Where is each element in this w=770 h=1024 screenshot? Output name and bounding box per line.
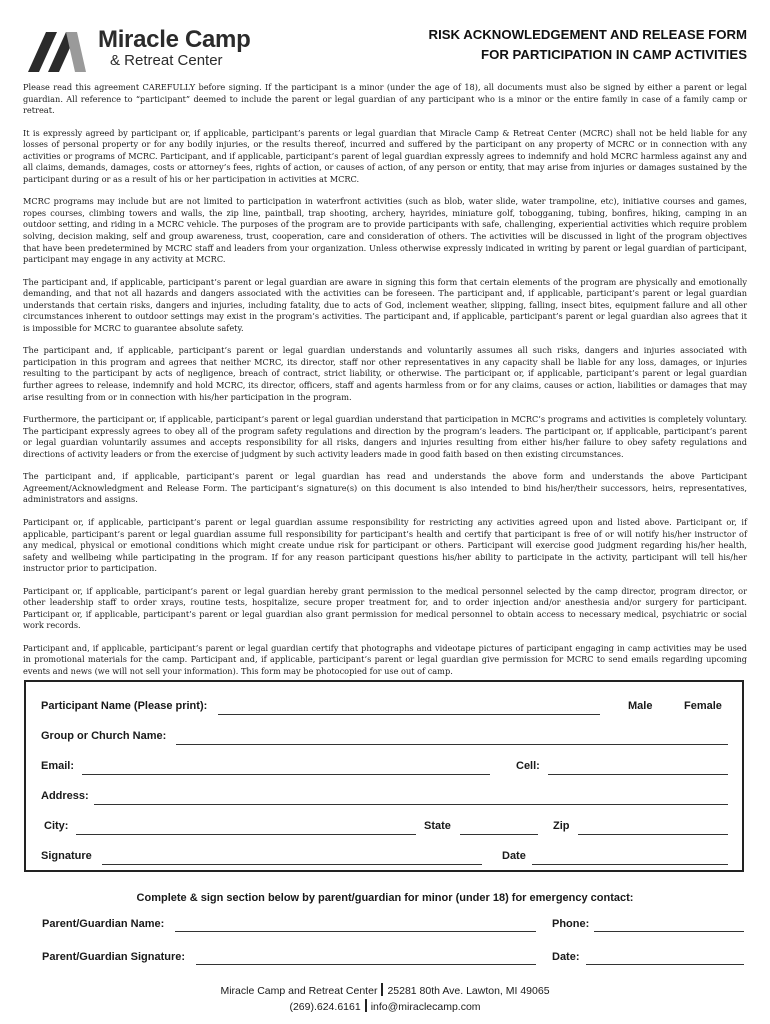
date-label: Date bbox=[502, 850, 526, 862]
paragraph: The participant and, if applicable, participant’s parent or legal guardian has read and understands the above form and understands the above Participant Agreement/Acknowledgment and Release Form. The participant’s signature(s) on this document is also intended to bind his/her/their successors, heirs, representatives, administrators and assigns. bbox=[23, 471, 747, 505]
city-label: City: bbox=[44, 820, 69, 832]
footer-divider bbox=[365, 999, 367, 1012]
paragraph: Participant and, if applicable, participant’s parent or legal guardian certify that photographs and videotape pictures of participant engaging in camp activities may be used in promotional materials for the camp. Participant and, if applicable, participant’s parent or legal guardian give permission for MCRC to send emails regarding upcoming events and news (we will not sell your information). This form may be photocopied for use out of camp. bbox=[23, 642, 747, 676]
paragraph: Participant or, if applicable, participant’s parent or legal guardian assume responsibility for restricting any activities agreed upon and listed above. Participant or, if applicable, participant’s parent or legal guardian assume full responsibility for participant’s health and certify that participant is free of or will notify his/her instructor of any medical, physical or emotional conditions which might create undue risk for participant or others. Participant will exercise good judgment regarding his/her health, safety and wellbeing while participating in the program. If for any reason participant questions his/her ability to participate in the activity, participant will tell his/her instructor prior to participation. bbox=[23, 516, 747, 574]
address-field[interactable] bbox=[94, 804, 728, 805]
zip-field[interactable] bbox=[578, 834, 728, 835]
signature-label: Signature bbox=[41, 850, 92, 862]
male-option[interactable]: Male bbox=[628, 700, 653, 712]
email-field[interactable] bbox=[82, 774, 490, 775]
group-name-field[interactable] bbox=[176, 744, 728, 745]
miracle-camp-logo bbox=[28, 26, 253, 74]
footer bbox=[0, 983, 770, 1015]
paragraph: Furthermore, the participant or, if applicable, participant’s parent or legal guardian understand that participation in MCRC’s programs and activities is completely voluntary. The participant expressly agrees to obey all of the program safety regulations and direction by the program’s leaders. The participant or, if applicable, participant’s parent or legal guardian voluntarily assumes and accepts responsibility for all risks, dangers and injuries resulting from either his/her failure to obey safety regulations and directions of activity leaders or from the exercise of judgment by such activity leaders made in good faith based on then existing circumstances. bbox=[23, 414, 747, 459]
logo-subtitle: & Retreat Center bbox=[110, 52, 223, 69]
cell-label: Cell: bbox=[516, 760, 540, 772]
state-label: State bbox=[424, 820, 451, 832]
footer-address: 25281 80th Ave. Lawton, MI 49065 bbox=[387, 985, 550, 997]
paragraph: Participant or, if applicable, participant’s parent or legal guardian hereby grant permission to the medical personnel selected by the camp director, program director, or other leadership staff to order xrays, routine tests, hospitalize, secure proper treatment for, and to order injection and/or anesthesia and/or surgery for participant. Participant or, if applicable, participant’s parent or legal guardian also grant permission for medical personnel to obtain access to necessary medical, psychiatric or social work records. bbox=[23, 585, 747, 631]
participant-name-field[interactable] bbox=[218, 714, 600, 715]
phone-label: Phone: bbox=[552, 918, 590, 930]
state-field[interactable] bbox=[460, 834, 538, 835]
zip-label: Zip bbox=[553, 820, 570, 832]
participant-name-label: Participant Name (Please print): bbox=[41, 700, 208, 712]
footer-line2 bbox=[0, 999, 770, 1015]
agreement-text bbox=[23, 82, 747, 689]
footer-phone: (269).624.6161 bbox=[289, 1001, 361, 1013]
phone-field[interactable] bbox=[594, 931, 744, 932]
mountain-logo-icon bbox=[28, 28, 90, 74]
paragraph: The participant and, if applicable, participant’s parent or legal guardian understands and voluntarily assumes all such risks, dangers and injuries associated with participation in this program and agrees that neither MCRC, its director, staff nor other representatives in any capacity shall be liable for any loss, damages, or injuries resulting to the participant by acts of negligence, breach of contract, strict liability, or otherwise. The participant or, if applicable, participant’s parent or legal guardian further agrees to release, indemnify and hold MCRC, its director, officers, staff and agents harmless from or for any claims, causes or action, liabilities or damages that may arise resulting from or in connection with his/her participation in the program. bbox=[23, 345, 747, 402]
paragraph: It is expressly agreed by participant or, if applicable, participant’s parents or legal guardian that Miracle Camp & Retreat Center (MCRC) shall not be held liable for any losses of personal property or for any bodily injuries, or the results thereof, incurred and suffered by the participant on any property of MCRC or in connection with any activities or programs of MCRC. Participant, and if applicable, participant’s parent of legal guardian expressly agrees to indemnify and hold MCRC harmless against any and all claims, demands, damages, costs or attorney’s fees, rights of action, or causes of action, of any person or entity, that may arise from injuries or damages sustained by the participant during or as a result of his or her participation in activities at MCRC. bbox=[23, 127, 747, 184]
emergency-heading: Complete & sign section below by parent/guardian for minor (under 18) for emergency contact: bbox=[136, 892, 634, 904]
group-name-label: Group or Church Name: bbox=[41, 730, 167, 742]
paragraph: Please read this agreement CAREFULLY before signing. If the participant is a minor (under the age of 18), all documents must also be signed by either a parent or legal guardian. All reference to “participant” deemed to include the parent or legal guardian of any participant who is a minor or the entire family in case of a family camp or retreat. bbox=[23, 82, 747, 116]
date-field[interactable] bbox=[532, 864, 728, 865]
guardian-signature-label: Parent/Guardian Signature: bbox=[42, 951, 186, 963]
email-label: Email: bbox=[41, 760, 75, 772]
footer-line1 bbox=[0, 983, 770, 999]
guardian-name-field[interactable] bbox=[175, 931, 536, 932]
signature-field[interactable] bbox=[102, 864, 482, 865]
form-title-line2: FOR PARTICIPATION IN CAMP ACTIVITIES bbox=[481, 47, 747, 62]
footer-org: Miracle Camp and Retreat Center bbox=[220, 985, 378, 997]
participant-info-box bbox=[24, 680, 744, 872]
paragraph: The participant and, if applicable, participant’s parent or legal guardian are aware in signing this form that certain elements of the program are physically and emotionally demanding, and that not all hazards and dangers associated with the activities can be foreseen. The participant and, if applicable, participant’s parent or legal guardian understands that certain risks, dangers and injuries, including fatality, due to acts of God, inclement weather, slipping, falling, insect bites, equipment failure and all other circumstances inherent to outdoor settings may exist in the program’s activities. The participant and, if applicable, participant’s parent or legal guardian also agrees that it is impossible for MCRC to guarantee absolute safety. bbox=[23, 276, 747, 333]
cell-field[interactable] bbox=[548, 774, 728, 775]
guardian-date-label: Date: bbox=[552, 951, 580, 963]
form-title-line1: RISK ACKNOWLEDGEMENT AND RELEASE FORM bbox=[428, 27, 747, 42]
logo-name: Miracle Camp bbox=[98, 26, 251, 53]
footer-divider bbox=[381, 983, 383, 996]
paragraph: MCRC programs may include but are not limited to participation in waterfront activities (such as blob, water slide, water trampoline, etc), initiative courses and games, ropes courses, climbing towers and walls, the zip line, paintball, trap shooting, archery, hayrides, miniature golf, tobogganing, tubing, bonfires, hiking, camping in an outdoor setting, and riding in a MCRC vehicle. The purposes of the program are to provide participants with safe, challenging, experiential activities which require problem solving, decision making, self and group awareness, trust, cooperation, care and consideration of others. The activities will be discussed in light of the program objectives that have been predetermined by MCRC staff and leaders from your organization. Unless otherwise expressly indicated in writing by parent or legal guardian of participant, participant may engage in any activity at MCRC. bbox=[23, 196, 747, 265]
guardian-name-label: Parent/Guardian Name: bbox=[42, 918, 165, 930]
form-title bbox=[429, 25, 747, 65]
guardian-signature-field[interactable] bbox=[196, 964, 536, 965]
page-header bbox=[0, 0, 770, 90]
footer-email[interactable]: info@miraclecamp.com bbox=[370, 1001, 481, 1013]
city-field[interactable] bbox=[76, 834, 416, 835]
guardian-date-field[interactable] bbox=[586, 964, 744, 965]
female-option[interactable]: Female bbox=[684, 700, 722, 712]
address-label: Address: bbox=[41, 790, 89, 802]
